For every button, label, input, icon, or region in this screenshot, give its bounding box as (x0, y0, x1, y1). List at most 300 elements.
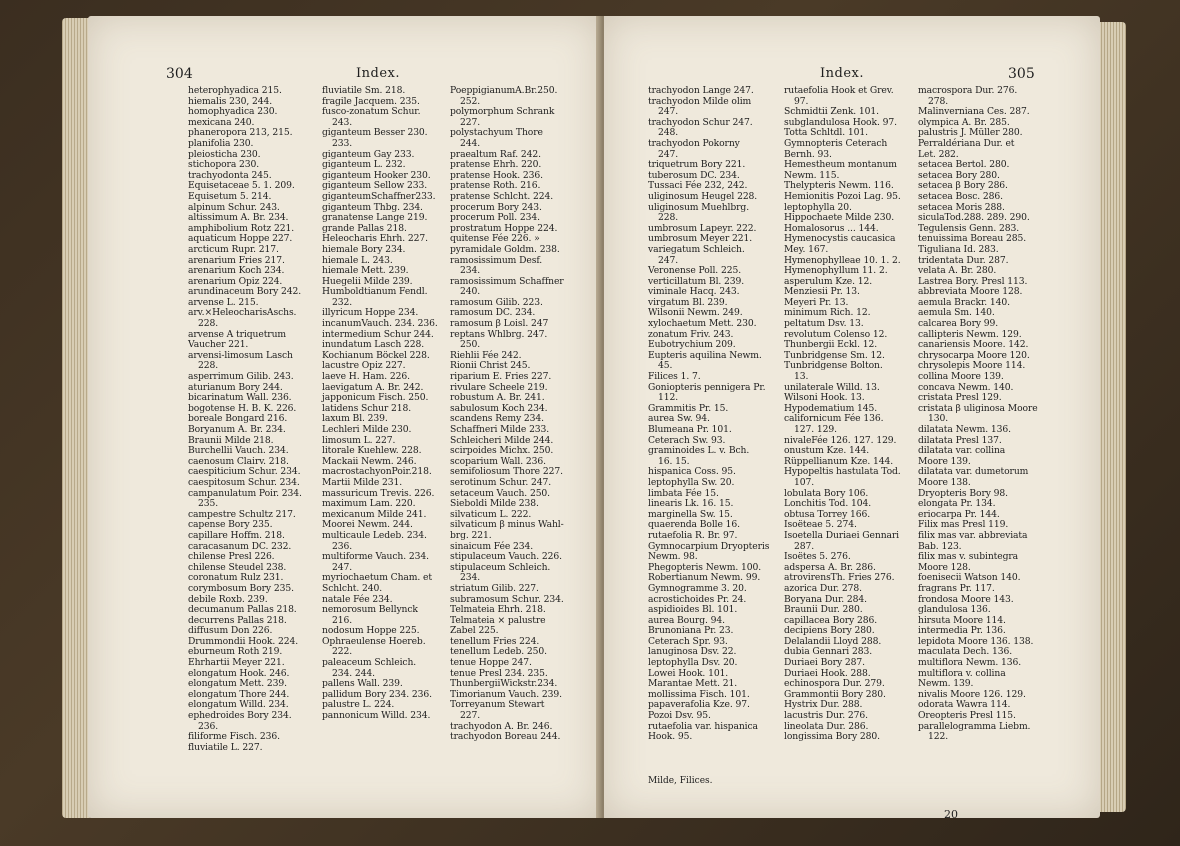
index-entry: Tussaci Fée 232, 242. (648, 180, 748, 192)
index-entry: uliginosum Heugel 228. (648, 190, 758, 202)
index-entry: parallelogramma Liebm. (918, 720, 1031, 732)
index-entry: giganteum Sellow 233. (322, 180, 428, 192)
index-entry: 216. (332, 614, 353, 626)
index-entry: revolutum Colenso 12. (784, 328, 888, 340)
index-entry: trachyodon Boreau 244. (450, 731, 561, 743)
index-entry: intermedium Schur 244. (322, 328, 434, 340)
index-entry: Grammontii Bory 280. (784, 688, 886, 700)
index-entry: elongatum Hook. 246. (188, 667, 290, 679)
index-entry: paleaceum Schleich. (322, 657, 417, 669)
index-entry: Hymenophyllum 11. 2. (784, 265, 888, 277)
index-entry: sabulosum Koch 234. (450, 402, 548, 414)
index-entry: dilatata var. dumetorum (918, 466, 1029, 478)
index-entry: Eupteris aquilina Newm. (648, 349, 762, 361)
index-entry: elongatum Willd. 234. (188, 699, 289, 711)
index-entry: stipulaceum Schleich. (450, 561, 551, 573)
index-entry: aemula Brackr. 140. (918, 296, 1010, 308)
index-entry: grande Pallas 218. (322, 222, 407, 234)
index-entry: caenosum Clairv. 218. (188, 455, 289, 467)
index-entry: Duriaei Hook. 288. (784, 667, 871, 679)
index-entry: stipulaceum Vauch. 226. (450, 551, 562, 563)
index-entry: eriocarpa Pr. 144. (918, 508, 1000, 520)
index-entry: Rüppellianum Kze. 144. (784, 455, 894, 467)
index-entry: Telmateia × palustre (450, 614, 546, 626)
index-entry: Robertianum Newm. 99. (648, 572, 761, 584)
index-entry: dilatata Presl 137. (918, 434, 1002, 446)
index-entry: Bernh. 93. (784, 148, 832, 160)
index-entry: 97. (794, 95, 809, 107)
index-entry: tenuissima Boreau 285. (918, 233, 1027, 245)
index-entry: viminale Hacq. 243. (648, 286, 740, 298)
index-entry: azorica Dur. 278. (784, 582, 862, 594)
index-entry: praealtum Raf. 242. (450, 148, 541, 160)
index-entry: semifoliosum Thore 227. (450, 466, 563, 478)
index-entry: hiemale Bory 234. (322, 243, 406, 255)
index-entry: prostratum Hoppe 224. (450, 222, 558, 234)
index-entry: trachyodon A. Br. 246. (450, 720, 553, 732)
index-entry: Homalosorus ... 144. (784, 222, 879, 234)
index-entry: collina Moore 139. (918, 371, 1004, 383)
index-entry: polystachyum Thore (450, 127, 543, 139)
index-entry: silvaticum β minus Wahl- (450, 519, 564, 531)
index-entry: maculata Dech. 136. (918, 646, 1013, 658)
index-entry: fusco-zonatum Schur. (322, 106, 421, 118)
index-entry: stichopora 230. (188, 159, 260, 171)
index-entry: 236. (332, 540, 353, 552)
index-entry: 13. (794, 371, 809, 383)
index-entry: arenarium Fries 217. (188, 254, 285, 266)
index-entry: 236. (198, 720, 219, 732)
index-entry: Totta Schltdl. 101. (784, 127, 868, 139)
index-entry: 234. (460, 265, 481, 277)
left-page (88, 16, 600, 818)
index-entry: aurea Bourg. 94. (648, 614, 725, 626)
index-entry: decipiens Bory 280. (784, 625, 875, 637)
index-entry: cristata β uliginosa Moore (918, 402, 1038, 414)
index-entry: natale Fée 234. (322, 593, 393, 605)
index-entry: homophyadica 230. (188, 106, 278, 118)
index-entry: Ceterach Sw. 93. (648, 434, 726, 446)
index-entry: bicarinatum Wall. 236. (188, 392, 292, 404)
index-entry: tuberosum DC. 234. (648, 169, 740, 181)
index-entry: pallens Wall. 239. (322, 678, 403, 690)
index-entry: leptophylla Dsv. 20. (648, 657, 738, 669)
index-entry: 250. (460, 339, 481, 351)
running-header: Index. (820, 66, 864, 81)
index-entry: mexicana 240. (188, 116, 255, 128)
index-entry: amphibolium Rotz 221. (188, 222, 295, 234)
index-entry: Sieboldi Milde 238. (450, 498, 539, 510)
index-entry: limosum L. 227. (322, 434, 396, 446)
index-entry: elongata Pr. 134. (918, 498, 996, 510)
index-entry: 228. (198, 360, 219, 372)
index-entry: laevigatum A. Br. 242. (322, 381, 424, 393)
index-entry: chrysolepis Moore 114. (918, 360, 1026, 372)
index-column-3 (918, 86, 1038, 743)
index-entry: bogotense H. B. K. 226. (188, 402, 297, 414)
index-entry: ramosum Gilib. 223. (450, 296, 543, 308)
index-entry: lacustris Dur. 276. (784, 710, 868, 722)
index-entry: planifolia 230. (188, 137, 254, 149)
index-entry: aemula Sm. 140. (918, 307, 995, 319)
index-entry: Tunbridgense Sm. 12. (784, 349, 885, 361)
index-entry: Moore 138. (918, 476, 971, 488)
index-entry: ramosissimum Schaffner (450, 275, 564, 287)
index-entry: Hypopeltis hastulata Tod. (784, 466, 901, 478)
index-entry: reptans Whlbrg. 247. (450, 328, 548, 340)
footer-sheet-number: 20 (944, 808, 958, 818)
page-edges-right (1096, 22, 1126, 812)
index-entry: Schlcht. 240. (322, 582, 383, 594)
index-entry: tenue Presl 234. 235. (450, 667, 548, 679)
index-entry: asperrimum Gilib. 243. (188, 371, 294, 383)
index-entry: californicum Fée 136. (784, 413, 884, 425)
index-entry: maximum Lam. 220. (322, 498, 416, 510)
index-entry: fragile Jacquem. 235. (322, 95, 420, 107)
index-entry: linearis Lk. 16. 15. (648, 498, 734, 510)
index-entry: phaneropora 213, 215. (188, 127, 293, 139)
index-entry: arenarium Koch 234. (188, 265, 285, 277)
index-entry: scoparium Wall. 236. (450, 455, 546, 467)
index-entry: xylochaetum Mett. 230. (648, 318, 757, 330)
running-header: Index. (356, 66, 400, 81)
index-entry: verticillatum Bl. 239. (648, 275, 745, 287)
index-entry: PoeppigianumA.Br.250. (450, 85, 558, 96)
index-entry: decurrens Pallas 218. (188, 614, 287, 626)
index-entry: aquaticum Hoppe 227. (188, 233, 293, 245)
index-entry: lacustre Opiz 227. (322, 360, 406, 372)
page-number: 304 (166, 66, 193, 82)
index-entry: Moore 139. (918, 455, 971, 467)
index-entry: multiflora Newm. 136. (918, 657, 1022, 669)
index-entry: Thelypteris Newm. 116. (784, 180, 894, 192)
index-entry: tridentata Dur. 287. (918, 254, 1009, 266)
index-entry: multiforme Vauch. 234. (322, 551, 429, 563)
index-entry: Meyeri Pr. 13. (784, 296, 849, 308)
index-entry: sinaicum Fée 234. (450, 540, 534, 552)
page-edges-left (62, 18, 90, 818)
index-entry: arenarium Opiz 224. (188, 275, 283, 287)
index-entry: Brunoniana Pr. 23. (648, 625, 734, 637)
index-entry: peltatum Dsv. 13. (784, 318, 864, 330)
index-entry: 112. (658, 392, 679, 404)
index-entry: 228. (198, 318, 219, 330)
index-entry: procerum Poll. 234. (450, 212, 540, 224)
index-entry: 222. (332, 646, 353, 658)
index-entry: laeve H. Ham. 226. (322, 371, 410, 383)
index-entry: Lowei Hook. 101. (648, 667, 729, 679)
index-entry: trachyodon Lange 247. (648, 85, 754, 96)
index-entry: 234. (460, 572, 481, 584)
index-entry: latidens Schur 218. (322, 402, 412, 414)
index-entry: Dryopteris Bory 98. (918, 487, 1008, 499)
index-entry: striatum Gilib. 227. (450, 582, 539, 594)
index-entry: brg. 221. (450, 529, 492, 541)
index-entry: Wilsonii Newm. 249. (648, 307, 743, 319)
index-entry: capillacea Bory 286. (784, 614, 878, 626)
index-entry: arvense A triquetrum (188, 328, 287, 340)
index-entry: arcticum Rupr. 217. (188, 243, 279, 255)
index-entry: Hymenophylleae 10. 1. 2. (784, 254, 901, 266)
index-entry: umbrosum Meyer 221. (648, 233, 753, 245)
index-entry: callipteris Newm. 129. (918, 328, 1022, 340)
index-entry: Ophraeulense Hoereb. (322, 635, 426, 647)
index-entry: arundinaceum Bory 242. (188, 286, 302, 298)
index-entry: Hypodematium 145. (784, 402, 878, 414)
index-entry: pratense Roth. 216. (450, 180, 541, 192)
index-entry: Braunii Milde 218. (188, 434, 274, 446)
index-entry: procerum Bory 243. (450, 201, 542, 213)
index-entry: calcarea Bory 99. (918, 318, 999, 330)
index-entry: Torreyanum Stewart (450, 699, 545, 711)
index-entry: inundatum Lasch 228. (322, 339, 425, 351)
index-entry: pratense Schlcht. 224. (450, 190, 554, 202)
index-entry: Ceterach Spr. 93. (648, 635, 728, 647)
index-entry: Timorianum Vauch. 239. (450, 688, 562, 700)
index-entry: olympica A. Br. 285. (918, 116, 1010, 128)
index-entry: Oreopteris Presl 115. (918, 710, 1016, 722)
index-entry: lepidota Moore 136. 138. (918, 635, 1034, 647)
index-entry: nodosum Hoppe 225. (322, 625, 420, 637)
index-entry: setaceum Vauch. 250. (450, 487, 550, 499)
index-entry: eburneum Roth 219. (188, 646, 283, 658)
index-entry: 247. (658, 148, 679, 160)
index-entry: arvensi-limosum Lasch (188, 349, 293, 361)
index-entry: hiemalis 230, 244. (188, 95, 273, 107)
index-entry: Newm. 115. (784, 169, 840, 181)
index-entry: Blumeana Pr. 101. (648, 424, 732, 435)
index-column-1 (648, 86, 769, 743)
index-entry: polymorphum Schrank (450, 106, 555, 118)
index-entry: cristata Presl 129. (918, 392, 1002, 404)
index-entry: Huegelii Milde 239. (322, 275, 413, 287)
index-column-2 (784, 86, 901, 743)
index-entry: Hippochaete Milde 230. (784, 212, 895, 224)
index-entry: Schleicheri Milde 244. (450, 434, 554, 446)
index-entry: quaerenda Bolle 16. (648, 519, 740, 531)
index-column-3 (450, 86, 564, 743)
index-entry: Duriaei Bory 287. (784, 657, 865, 669)
index-entry: elongatum Mett. 239. (188, 678, 287, 690)
index-entry: caracasanum DC. 232. (188, 540, 292, 552)
index-entry: pratense Hook. 236. (450, 169, 543, 181)
index-entry: mexicanum Milde 241. (322, 508, 427, 520)
index-entry: giganteum Thbg. 234. (322, 201, 423, 213)
index-entry: leptophylla 20. (784, 201, 852, 213)
index-entry: Marantae Mett. 21. (648, 678, 738, 690)
index-entry: ephedroides Bory 234. (188, 710, 292, 722)
index-entry: tenue Hoppe 247. (450, 657, 532, 669)
index-entry: Equisetum 5. 214. (188, 190, 272, 202)
index-entry: marginella Sw. 15. (648, 508, 733, 520)
index-entry: Veronense Poll. 225. (648, 265, 742, 277)
index-entry: Wilsoni Hook. 13. (784, 392, 865, 404)
page-number: 305 (1008, 66, 1035, 82)
index-entry: Tunbridgense Bolton. (784, 360, 883, 372)
index-entry: pyramidale Goldm. 238. (450, 243, 560, 255)
index-entry: nivaleFée 126. 127. 129. (784, 434, 897, 446)
index-entry: Moorei Newm. 244. (322, 519, 413, 531)
index-entry: Mey. 167. (784, 243, 829, 255)
index-entry: hiemale Mett. 239. (322, 265, 409, 277)
index-entry: Humboldtianum Fendl. (322, 286, 428, 298)
index-entry: Grammitis Pr. 15. (648, 402, 729, 414)
index-entry: Lechleri Milde 230. (322, 424, 412, 435)
index-entry: Ehrhartii Meyer 221. (188, 657, 285, 669)
index-entry: arvense L. 215. (188, 296, 259, 308)
index-entry: boreale Bongard 216. (188, 413, 288, 425)
index-entry: Hystrix Dur. 288. (784, 699, 863, 711)
index-entry: trachyodonta 245. (188, 169, 272, 181)
index-entry: Mackaii Newm. 246. (322, 455, 417, 467)
index-entry: umbrosum Lapeyr. 222. (648, 222, 757, 234)
index-entry: Gymnopteris Ceterach (784, 137, 888, 149)
index-entry: mollissima Fisch. 101. (648, 688, 750, 700)
index-entry: pleiosticha 230. (188, 148, 261, 160)
index-entry: Heleocharis Ehrh. 227. (322, 233, 428, 245)
index-entry: leptophylla Sw. 20. (648, 476, 735, 488)
index-entry: setacea Moris 288. (918, 201, 1005, 213)
index-entry: giganteum Besser 230. (322, 127, 428, 139)
index-entry: acrostichoides Pr. 24. (648, 593, 747, 605)
index-entry: filix mas v. subintegra (918, 551, 1019, 563)
index-entry: pallidum Bory 234. 236. (322, 688, 432, 700)
index-entry: rivulare Scheele 219. (450, 381, 548, 393)
index-entry: setacea Bertol. 280. (918, 159, 1010, 171)
index-entry: variegatum Schleich. (648, 243, 745, 255)
index-entry: granatense Lange 219. (322, 212, 428, 224)
index-entry: pannonicum Willd. 234. (322, 710, 431, 722)
index-entry: 252. (460, 95, 481, 107)
index-entry: glandulosa 136. (918, 604, 991, 616)
index-entry: lineolata Dur. 286. (784, 720, 869, 732)
index-entry: Pozoi Dsv. 95. (648, 710, 711, 722)
index-entry: 127. 129. (794, 424, 837, 435)
index-entry: virgatum Bl. 239. (648, 296, 728, 308)
index-entry: ramosum DC. 234. (450, 307, 536, 319)
index-entry: abbreviata Moore 128. (918, 286, 1023, 298)
index-entry: Zabel 225. (450, 625, 499, 637)
index-entry: debile Roxb. 239. (188, 593, 268, 605)
index-entry: 244. (460, 137, 481, 149)
index-entry: scandens Remy 234. (450, 413, 544, 425)
index-entry: robustum A. Br. 241. (450, 392, 545, 404)
index-entry: Perraldériana Dur. et (918, 137, 1015, 149)
index-entry: Eubotrychium 209. (648, 339, 736, 351)
index-entry: fluviatile Sm. 218. (322, 85, 406, 96)
index-entry: giganteum Hooker 230. (322, 169, 431, 181)
index-entry: macrospora Dur. 276. (918, 85, 1018, 96)
index-column-1 (188, 86, 302, 753)
index-entry: ThunbergiiWickstr.234. (450, 678, 558, 690)
index-entry: Burchellii Vauch. 234. (188, 445, 289, 457)
index-column-2 (322, 86, 438, 722)
index-entry: Kochianum Böckel 228. (322, 349, 430, 361)
footer-signature: Milde, Filices. (648, 776, 713, 786)
index-entry: dilatata var. collina (918, 445, 1006, 457)
index-entry: Newm. 98. (648, 551, 698, 563)
index-entry: Tegulensis Genn. 283. (918, 222, 1020, 234)
index-entry: 240. (460, 286, 481, 298)
index-entry: concava Newm. 140. (918, 381, 1014, 393)
right-page (604, 16, 1100, 818)
index-entry: filiforme Fisch. 236. (188, 731, 280, 743)
index-entry: myriochaetum Cham. et (322, 572, 432, 584)
index-entry: chilense Steudel 238. (188, 561, 287, 573)
index-entry: Boryanum A. Br. 234. (188, 424, 286, 435)
index-entry: Menziesii Pr. 13. (784, 286, 860, 298)
index-entry: chilense Presl 226. (188, 551, 275, 563)
index-entry: illyricum Hoppe 234. (322, 307, 419, 319)
index-entry: 233. (332, 137, 353, 149)
index-entry: Equisetaceae 5. 1. 209. (188, 180, 295, 192)
index-entry: filix mas var. abbreviata (918, 529, 1028, 541)
index-entry: Vaucher 221. (188, 339, 249, 351)
index-entry: 287. (794, 540, 815, 552)
index-entry: ramosum β Loisl. 247 (450, 318, 549, 330)
index-entry: laxum Bl. 239. (322, 413, 388, 425)
index-entry: Isoëteae 5. 274. (784, 519, 857, 531)
index-entry: 16. 15. (658, 455, 690, 467)
index-entry: capillare Hoffm. 218. (188, 529, 285, 541)
index-entry: Hemionitis Pozoi Lag. 95. (784, 190, 901, 202)
index-entry: arv.×HeleocharisAschs. (188, 307, 297, 319)
index-entry: 247. (658, 254, 679, 266)
index-entry: dilatata Newm. 136. (918, 424, 1011, 435)
index-entry: ramosissimum Desf. (450, 254, 543, 266)
index-entry: tenellum Fries 224. (450, 635, 540, 647)
index-entry: macrostachyonPoir.218. (322, 466, 432, 478)
index-entry: aurea Sw. 94. (648, 413, 710, 425)
index-entry: Riehlii Fée 242. (450, 349, 522, 361)
index-entry: setacea β Bory 286. (918, 180, 1008, 192)
index-entry: lanuginosa Dsv. 22. (648, 646, 737, 658)
index-entry: palustris J. Müller 280. (918, 127, 1023, 139)
index-entry: subglandulosa Hook. 97. (784, 116, 897, 128)
index-entry: rutaefolia var. hispanica (648, 720, 758, 732)
index-entry: Thunbergii Eckl. 12. (784, 339, 878, 351)
index-entry: trachyodon Pokorny (648, 137, 740, 149)
index-entry: 234. 244. (332, 667, 375, 679)
index-entry: 227. (460, 710, 481, 722)
index-entry: Gymnogramme 3. 20. (648, 582, 747, 594)
index-entry: diffusum Don 226. (188, 625, 273, 637)
index-entry: aspidioides Bl. 101. (648, 604, 738, 616)
index-entry: echinospora Dur. 279. (784, 678, 885, 690)
index-entry: Malinverniana Ces. 287. (918, 106, 1030, 118)
index-entry: Martii Milde 231. (322, 476, 403, 488)
index-entry: chrysocarpa Moore 120. (918, 349, 1030, 361)
index-entry: japponicum Fisch. 250. (322, 392, 429, 404)
index-entry: uliginosum Muehlbrg. (648, 201, 750, 213)
index-entry: Delalandii Lloyd 288. (784, 635, 882, 647)
index-entry: setacea Bory 280. (918, 169, 1000, 181)
index-entry: hispanica Coss. 95. (648, 466, 736, 478)
index-entry: Telmateia Ehrh. 218. (450, 604, 546, 616)
index-entry: graminoides L. v. Bch. (648, 445, 750, 457)
index-entry: subramosum Schur. 234. (450, 593, 564, 605)
index-entry: massuricum Trevis. 226. (322, 487, 435, 499)
index-entry: corymbosum Bory 235. (188, 582, 294, 594)
index-entry: dubia Gennari 283. (784, 646, 873, 658)
index-entry: obtusa Torrey 166. (784, 508, 871, 520)
index-entry: onustum Kze. 144. (784, 445, 870, 457)
index-entry: unilaterale Willd. 13. (784, 381, 880, 393)
index-entry: 227. (460, 116, 481, 128)
index-entry: caespiticium Schur. 234. (188, 466, 301, 478)
index-entry: tenellum Ledeb. 250. (450, 646, 547, 658)
index-entry: Boryana Dur. 284. (784, 593, 867, 605)
